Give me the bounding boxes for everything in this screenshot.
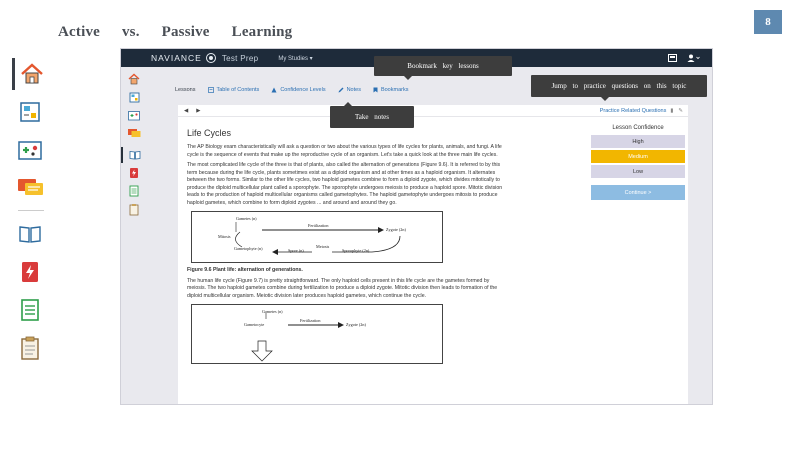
- nav-flashcard-icon[interactable]: [121, 89, 147, 105]
- nav-home-icon[interactable]: [121, 71, 147, 87]
- paragraph-2: The most complicated life cycle of the three is that of plants, also called the alternation of generations (Figure 9.6). It is referred to by this term because during the life cycle, plants sometimes exist as a diploid organism and at other times as a haploid organism. It alternates between the two forms. Similar to the other life cycles, two haploid gametes combine to form a diploid zygote, which divides mitotically to produce the diploid multicellular plant called a sporophyte. The sporophyte undergoes meiosis to produce a haploid spore. Mitotic division leads to the production of haploid multicellular organisms called gametophytes. The haploid gametophyte undergoes mitosis to produce haploid gametes, which combine to form diploid zygotes ... and around and around they go.: [187, 162, 503, 206]
- diagram2-gametes: Gametes (n): [262, 309, 283, 315]
- diagram-spore: Spore (n): [288, 248, 304, 254]
- bookmark-toggle-icon[interactable]: ▮: [670, 107, 674, 114]
- figure-caption: Figure 9.6 Plant life: alternation of generations.: [187, 267, 303, 274]
- diagram-sporophyte: Sporophyte (2n): [342, 248, 370, 254]
- tab-confidence-levels[interactable]: [271, 87, 325, 93]
- tab-label: Bookmarks: [380, 87, 409, 93]
- nav-clipboard-icon[interactable]: [121, 201, 147, 217]
- clipboard-icon[interactable]: [12, 332, 48, 364]
- paragraph-1: The AP Biology exam characteristically will ask a question or two about the various types of life cycles for plants, animals, and fungi. A life cycle is the sequence of events that make up the reproductive cycle of an organism. Let's take a quick look at the three main life cycles.: [187, 144, 502, 158]
- tab-notes[interactable]: [338, 87, 361, 93]
- lesson-article: [187, 127, 507, 368]
- notifications-icon[interactable]: [668, 54, 677, 62]
- prev-arrow-icon[interactable]: ◀: [184, 107, 189, 114]
- triangle-icon: [271, 87, 277, 93]
- next-arrow-icon[interactable]: ▶: [196, 107, 201, 114]
- practice-related-questions-link[interactable]: Practice Related Questions: [599, 107, 667, 114]
- continue-button[interactable]: Continue >: [591, 185, 685, 200]
- pencil-icon: [338, 87, 344, 93]
- callout-practice: Jump to practice questions on this topic: [531, 75, 707, 97]
- brand-name: NAVIANCE: [151, 53, 202, 63]
- nav-chat-icon[interactable]: [121, 125, 147, 141]
- edit-note-icon[interactable]: ✎: [678, 107, 683, 114]
- diagram2-fertilization: Fertilization: [300, 318, 321, 324]
- lightning-icon[interactable]: [12, 256, 48, 288]
- diagram-gametes: Gametes (n): [236, 216, 257, 222]
- diagram-mitosis: Mitosis: [218, 234, 231, 240]
- chat-icon[interactable]: [12, 172, 48, 204]
- lesson-heading: Life Cycles: [187, 128, 232, 138]
- tab-table-of-contents[interactable]: [208, 87, 260, 93]
- nav-book-icon[interactable]: [121, 147, 147, 163]
- figure-human-life-cycle: [191, 304, 443, 364]
- diagram-meiosis: Meiosis: [316, 244, 330, 250]
- app-left-nav: [121, 67, 147, 405]
- content-toolbar: [178, 105, 688, 117]
- product-name: Test Prep: [221, 53, 259, 63]
- list-icon: [208, 87, 214, 93]
- user-menu-icon[interactable]: [687, 54, 700, 62]
- diagram2-zygote: Zygote (2n): [346, 322, 366, 328]
- my-studies-menu[interactable]: My Studies ▾: [278, 55, 313, 62]
- naviance-logo-icon: [206, 53, 216, 63]
- lessons-label: Lessons: [175, 87, 196, 93]
- bookmark-icon: [373, 87, 378, 93]
- slide-page-number: 8: [754, 10, 782, 34]
- tab-label: Table of Contents: [216, 87, 260, 93]
- my-studies-label: My Studies: [278, 55, 309, 62]
- callout-notes: Take notes: [330, 106, 414, 128]
- slide-title: Active vs. Passive Learning: [58, 24, 293, 40]
- confidence-high-button[interactable]: High: [591, 135, 685, 148]
- brand: [151, 53, 258, 63]
- book-icon[interactable]: [12, 218, 48, 250]
- diagram-zygote: Zygote (2n): [386, 227, 406, 233]
- paragraph-3: The human life cycle (Figure 9.7) is pretty straightforward. The only haploid cells present in this life cycle are the gametes formed by meiosis. The two haploid gametes combine during fertilization to produce a diploid zygote. Mitotic division then leads to formation of the diploid multicellular organism. Meiotic division later produces haploid gametes, which continue the cycle.: [187, 277, 498, 299]
- app-window: [120, 48, 713, 405]
- nav-tools-icon[interactable]: [121, 107, 147, 123]
- figure-plant-life-cycle: [191, 211, 443, 263]
- tab-bookmarks[interactable]: [373, 87, 409, 93]
- confidence-low-button[interactable]: Low: [591, 165, 685, 178]
- lesson-confidence-panel: [591, 125, 685, 202]
- flashcard-icon[interactable]: [12, 96, 48, 128]
- tab-label: Notes: [346, 87, 361, 93]
- confidence-title: Lesson Confidence: [612, 125, 664, 131]
- confidence-medium-button[interactable]: Medium: [591, 150, 685, 163]
- diagram2-gametocyte: Gametocyte: [244, 322, 265, 328]
- tab-label: Confidence Levels: [280, 87, 326, 93]
- home-icon[interactable]: [12, 58, 48, 90]
- tools-icon[interactable]: [12, 134, 48, 166]
- nav-lightning-icon[interactable]: [121, 165, 147, 181]
- diagram-gametophyte: Gametophyte (n): [234, 246, 263, 252]
- nav-form-icon[interactable]: [121, 183, 147, 199]
- form-icon[interactable]: [12, 294, 48, 326]
- callout-bookmark: Bookmark key lessons: [374, 56, 512, 76]
- diagram-fertilization: Fertilization: [308, 223, 329, 229]
